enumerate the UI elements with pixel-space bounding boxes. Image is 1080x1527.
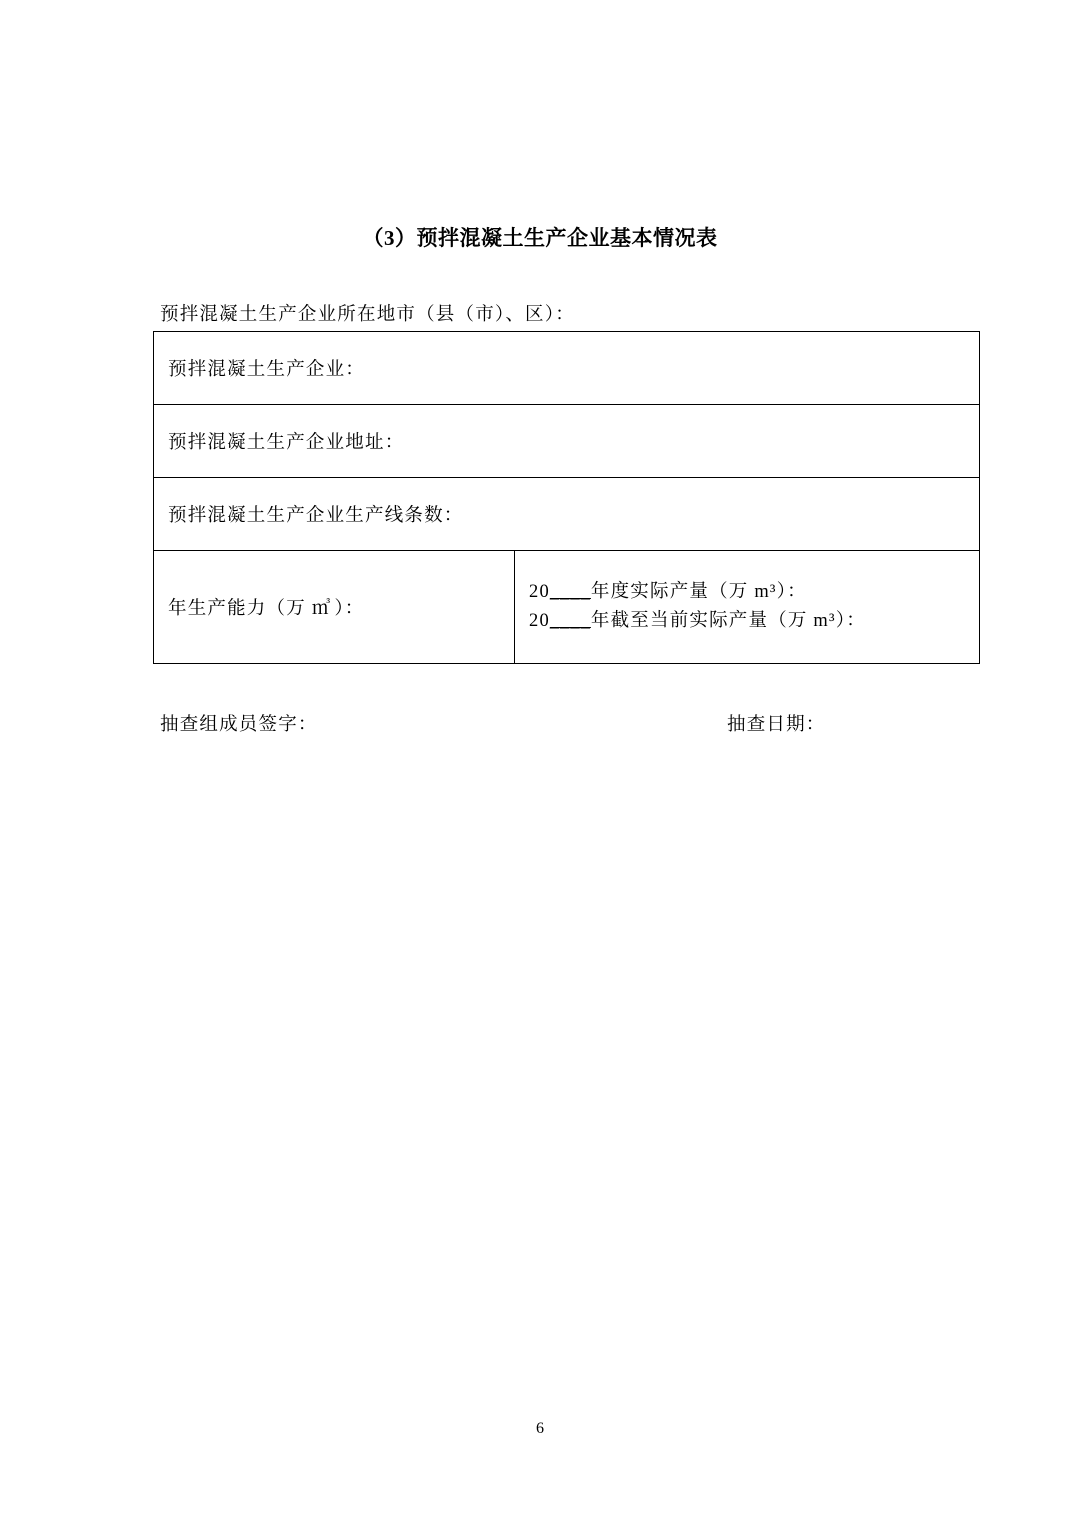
table-row [154, 551, 980, 664]
signature-row [0, 710, 1080, 736]
actual-output-lines [529, 578, 965, 635]
production-lines-cell: 预拌混凝土生产企业生产线条数： [154, 478, 980, 551]
signature-label: 抽查组成员签字： [160, 715, 318, 735]
page-title: （3）预拌混凝土生产企业基本情况表 [362, 226, 718, 250]
annual-capacity-label: 年生产能力（万 ㎥ ）： [168, 599, 365, 619]
actual-output-cell [515, 551, 980, 664]
table-row [154, 332, 980, 405]
table-row [154, 478, 980, 551]
year-prefix-1: 20 [529, 582, 550, 603]
enterprise-name-cell: 预拌混凝土生产企业： [154, 332, 980, 405]
actual-output-current-line [529, 607, 965, 636]
year-suffix-2: 年截至当前实际产量（万 m³）： [590, 611, 866, 631]
year-suffix-1: 年度实际产量（万 m³）： [590, 582, 807, 603]
year-prefix-2: 20 [529, 611, 550, 631]
enterprise-address-cell: 预拌混凝土生产企业地址： [154, 405, 980, 478]
inspection-date-label: 抽查日期： [727, 715, 826, 735]
enterprise-info-table [153, 331, 980, 664]
annual-capacity-cell [154, 551, 515, 664]
location-label: 预拌混凝土生产企业所在地市（县（市）、区）： [160, 305, 575, 325]
table-row [154, 405, 980, 478]
year-blank-1: ____ [549, 582, 591, 603]
page-number: 6 [536, 1420, 544, 1437]
year-blank-2: ____ [549, 611, 591, 631]
actual-output-year-line [529, 578, 965, 607]
